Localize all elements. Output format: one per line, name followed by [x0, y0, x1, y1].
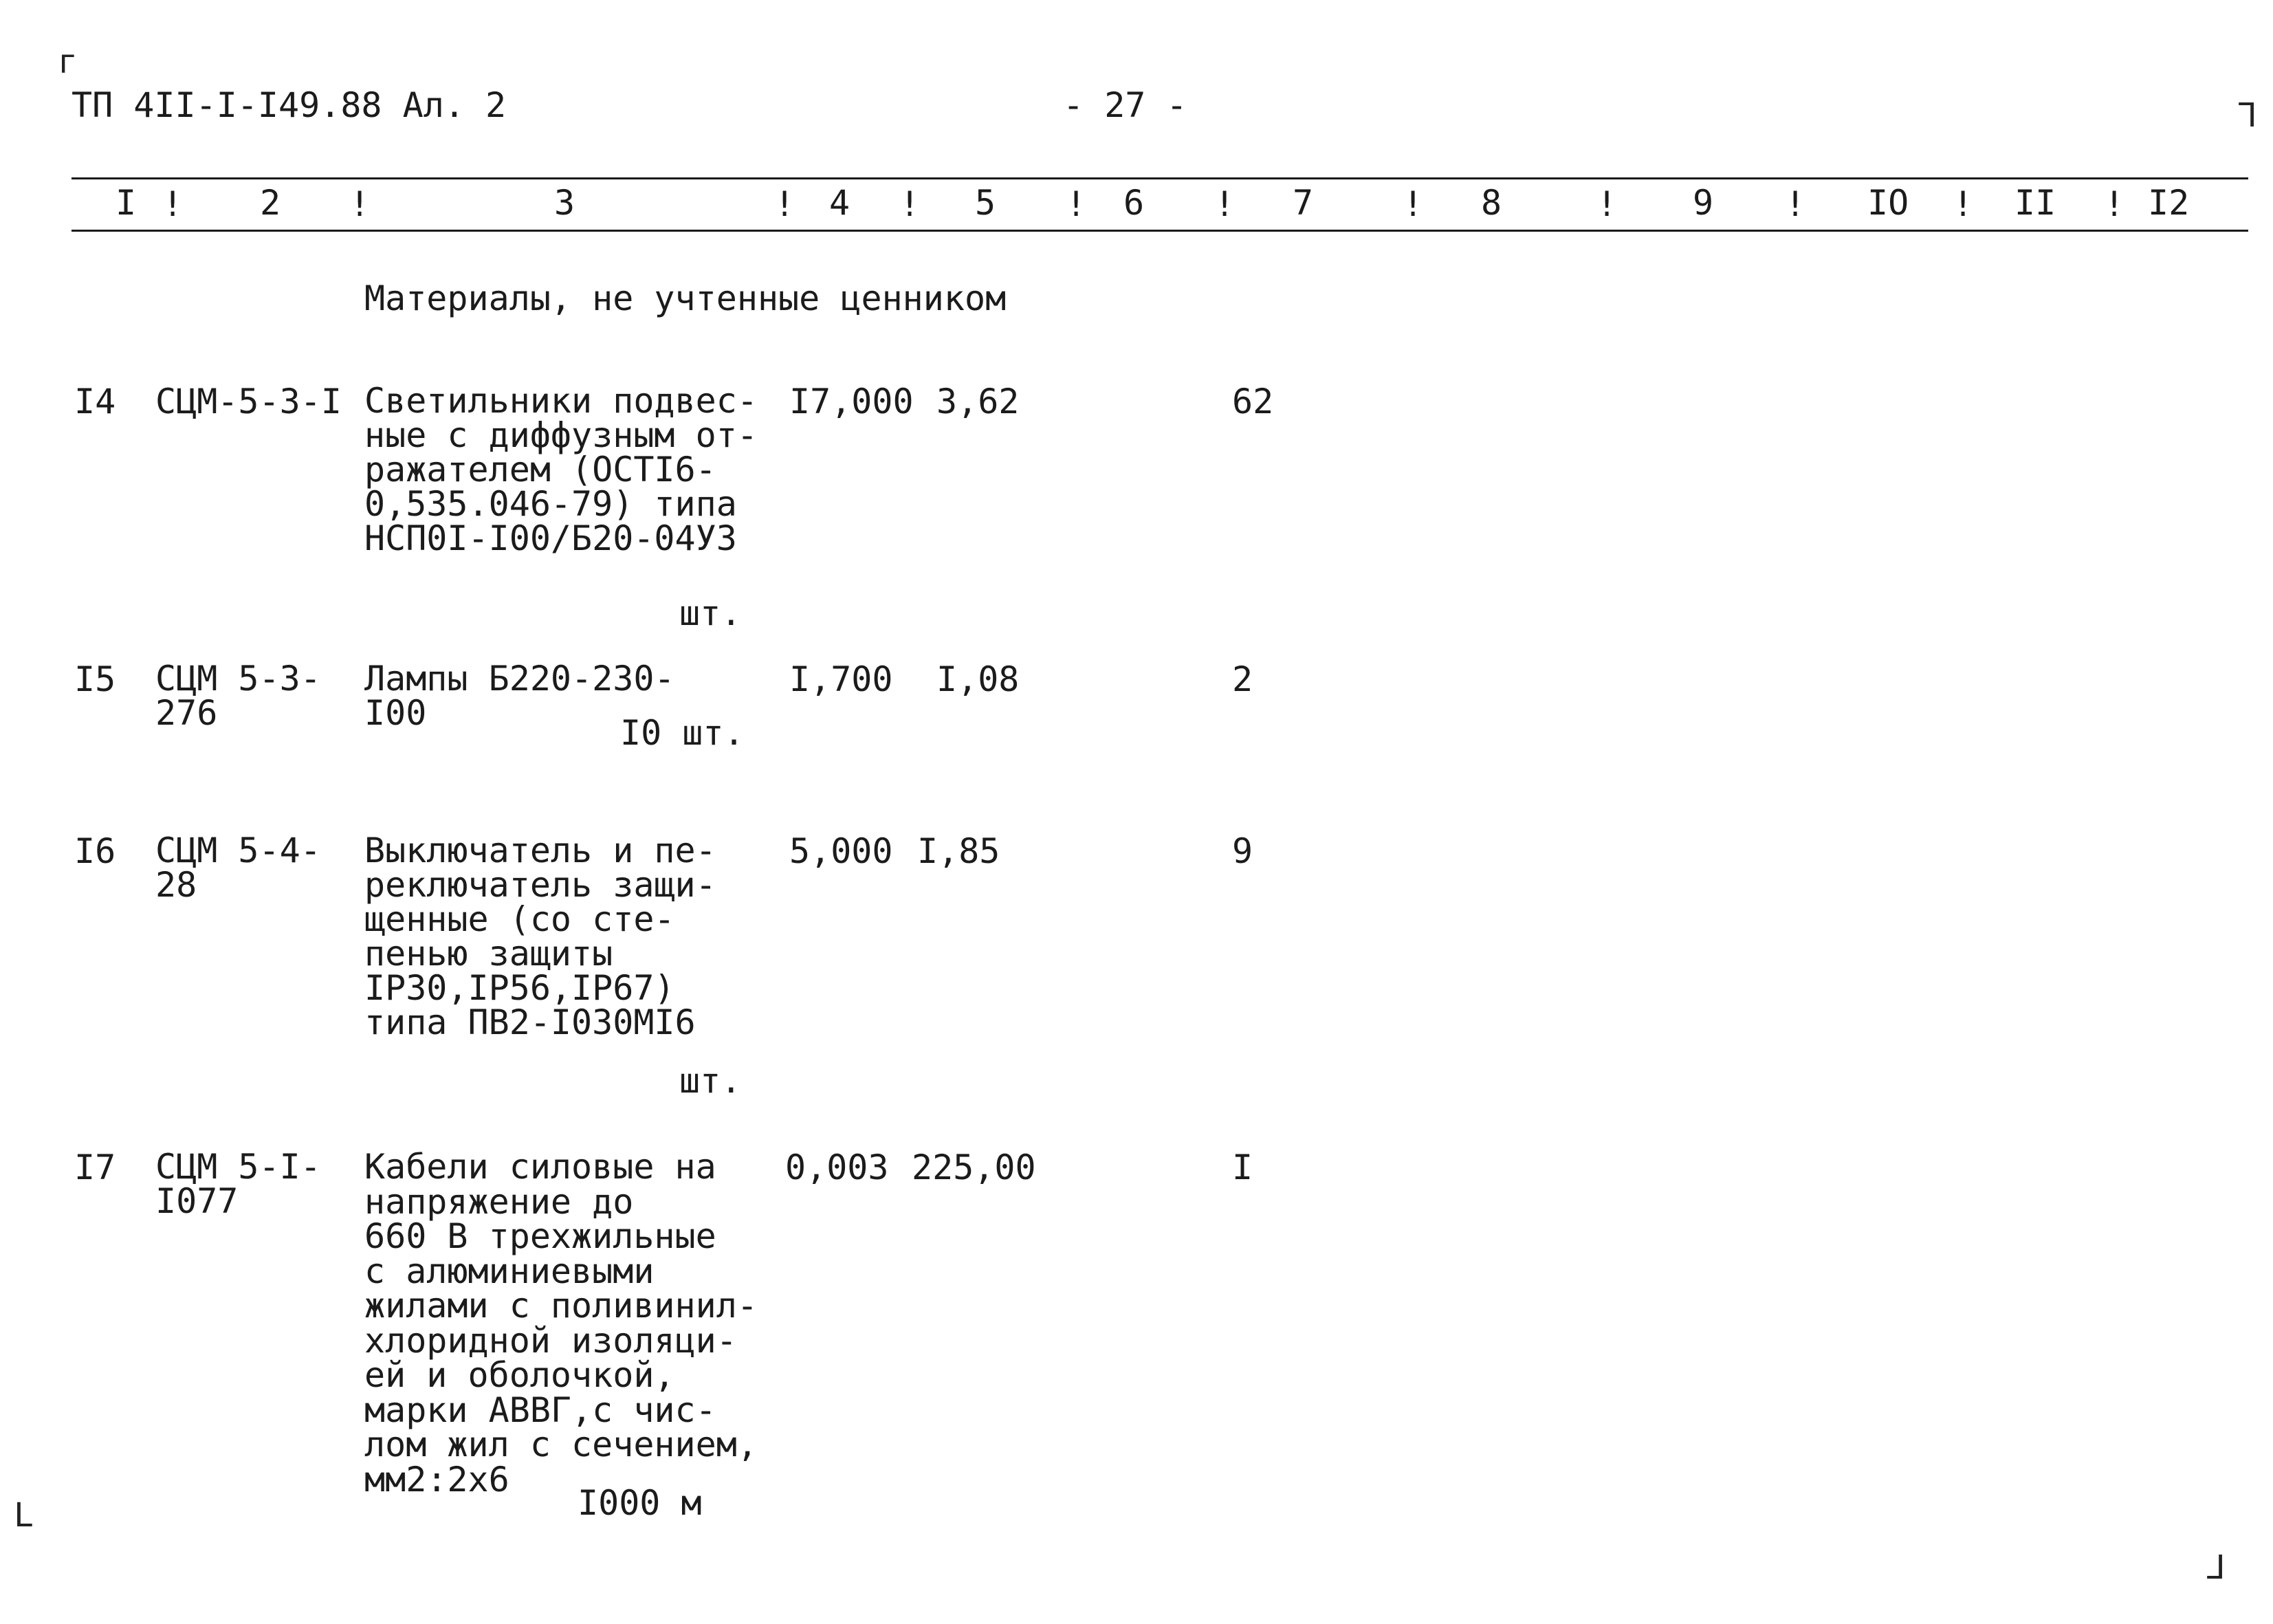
price-code: СЦМ-5-3-I: [155, 382, 342, 421]
price-code: СЦМ 5-4- 28: [155, 831, 321, 905]
column-number: 2: [260, 183, 281, 223]
column-number: 3: [554, 183, 575, 223]
corner-mark-bottom-left: L: [14, 1496, 34, 1535]
total-cost: 9: [1232, 831, 1253, 871]
column-separator: !: [1596, 184, 1618, 224]
item-unit: шт.: [679, 593, 742, 633]
unit-price: I,08: [936, 659, 1020, 699]
price-code: СЦМ 5-3- 276: [155, 659, 321, 733]
quantity: I7,000: [789, 382, 914, 421]
column-number: IO: [1867, 183, 1909, 223]
column-number: 8: [1481, 183, 1502, 223]
column-number: 6: [1123, 183, 1145, 223]
column-number: 9: [1693, 183, 1714, 223]
item-description: Кабели силовые на напряжение до 660 В трехжильные с алюминиевыми жилами с поливинил- хлоридной изоляци- ей и оболочкой, марки АВВГ,с чис- лом жил с сечением, мм2:2х6: [364, 1147, 758, 1500]
header-bottom-rule: [72, 230, 2248, 232]
column-separator: !: [162, 184, 184, 224]
column-separator: !: [349, 184, 371, 224]
unit-price: I,85: [917, 831, 1000, 871]
column-separator: !: [1785, 184, 1806, 224]
column-number: I2: [2148, 183, 2190, 223]
column-number: 7: [1293, 183, 1314, 223]
row-number: I5: [74, 659, 116, 699]
column-number: I: [116, 183, 137, 223]
column-number: 4: [829, 183, 850, 223]
corner-mark-bottom-right: ⅃: [2207, 1548, 2226, 1587]
column-separator: !: [1214, 184, 1236, 224]
quantity: I,700: [789, 659, 893, 699]
document-code: ТП 4II-I-I49.88 Ал. 2: [72, 85, 507, 125]
page-number: - 27 -: [1063, 85, 1187, 125]
row-number: I6: [74, 831, 116, 871]
item-description: Светильники подвес- ные с диффузным от- ражателем (ОСТI6- 0,535.046-79) типа НСП0I-I00/Б20-04У3: [364, 381, 758, 558]
column-separator: !: [2104, 184, 2125, 224]
item-unit: I0 шт.: [620, 713, 745, 753]
section-title: Материалы, не учтенные ценником: [364, 278, 1007, 318]
corner-mark-top-left: г: [58, 43, 78, 81]
total-cost: 2: [1232, 659, 1253, 699]
column-separator: !: [1403, 184, 1424, 224]
corner-mark-top-right: ꓶ: [2239, 96, 2257, 135]
item-unit: шт.: [679, 1061, 742, 1101]
column-number: 5: [975, 183, 996, 223]
unit-price: 225,00: [912, 1148, 1036, 1187]
total-cost: I: [1232, 1148, 1253, 1187]
unit-price: 3,62: [936, 382, 1020, 421]
item-description: Лампы Б220-230- I00: [364, 659, 675, 733]
price-code: СЦМ 5-I- I077: [155, 1147, 321, 1221]
item-unit: I000 м: [578, 1483, 702, 1523]
column-separator: !: [1066, 184, 1087, 224]
total-cost: 62: [1232, 382, 1274, 421]
row-number: I7: [74, 1148, 116, 1187]
column-separator: !: [774, 184, 795, 224]
quantity: 0,003: [785, 1148, 889, 1187]
column-separator: !: [1953, 184, 1974, 224]
column-separator: !: [899, 184, 921, 224]
item-description: Выключатель и пе- реключатель защи- щенные (со сте- пенью защиты IР30,IР56,IР67) типа ПВ2-I030МI6: [364, 831, 716, 1042]
header-top-rule: [72, 177, 2248, 179]
column-number: II: [2014, 183, 2056, 223]
row-number: I4: [74, 382, 116, 421]
quantity: 5,000: [789, 831, 893, 871]
